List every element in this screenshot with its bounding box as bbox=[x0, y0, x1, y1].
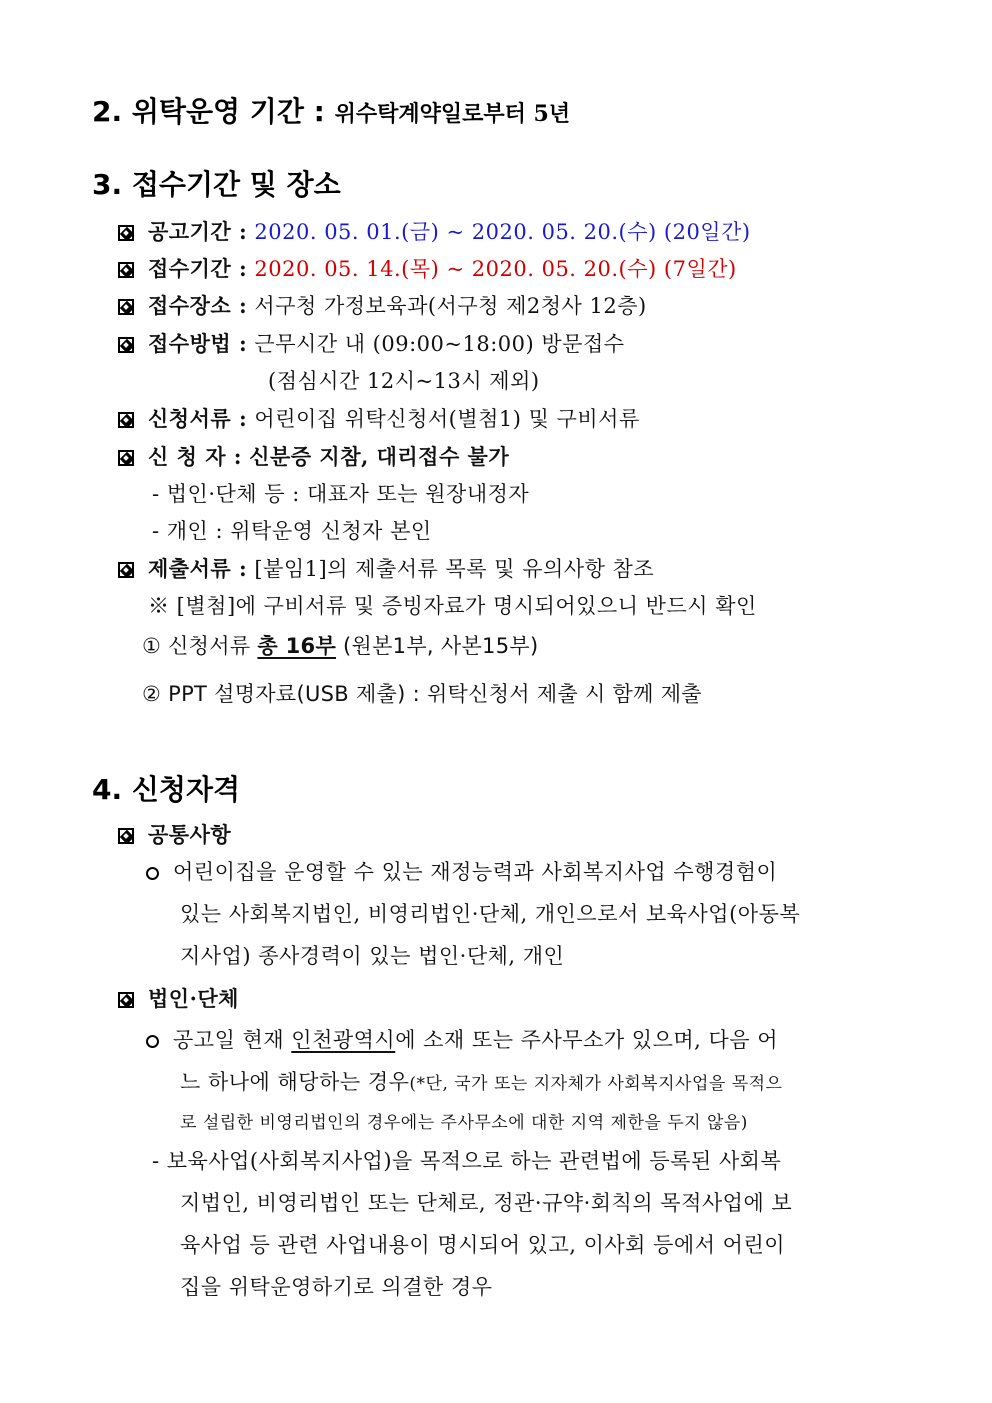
method-row bbox=[118, 328, 625, 358]
checkbox-diamond-icon bbox=[118, 412, 134, 428]
circle-bullet-icon bbox=[146, 867, 159, 880]
applicant-row bbox=[118, 441, 509, 471]
checkbox-diamond-icon bbox=[118, 992, 134, 1008]
common-label: 공통사항 bbox=[148, 822, 232, 847]
corporate-row bbox=[118, 983, 239, 1013]
common-row bbox=[118, 819, 231, 849]
section-2-text: 위수탁계약일로부터 5년 bbox=[334, 101, 571, 127]
common-line-3: 지사업) 종사경력이 있는 법인·단체, 개인 bbox=[180, 944, 565, 968]
submission-row bbox=[118, 553, 654, 583]
applicant-item-individual: - 개인 : 위탁운영 신청자 본인 bbox=[152, 519, 432, 543]
submission-label: 제출서류 : bbox=[148, 556, 248, 581]
checkbox-diamond-icon bbox=[118, 337, 134, 353]
applicant-item-corporate: - 법인·단체 등 : 대표자 또는 원장내정자 bbox=[152, 482, 530, 506]
place-label: 접수장소 : bbox=[148, 293, 248, 318]
method-note: (점심시간 12시~13시 제외) bbox=[268, 369, 540, 393]
corporate-label: 법인·단체 bbox=[148, 986, 239, 1011]
checkbox-diamond-icon bbox=[118, 262, 134, 278]
submission-item-1-count: 총 16부 bbox=[257, 634, 337, 658]
applicant-value: 신분증 지참, 대리접수 불가 bbox=[249, 444, 510, 469]
corporate-line-1-prefix: 공고일 현재 bbox=[173, 1028, 292, 1052]
place-row bbox=[118, 290, 647, 320]
receipt-period-label: 접수기간 : bbox=[148, 256, 248, 281]
common-line-1 bbox=[146, 856, 777, 886]
checkbox-diamond-icon bbox=[118, 828, 134, 844]
receipt-period-row bbox=[118, 253, 737, 283]
corporate-line-3: 로 설립한 비영리법인의 경우에는 주사무소에 대한 지역 제한을 두지 않음) bbox=[180, 1113, 748, 1133]
circle-bullet-icon bbox=[146, 1035, 159, 1048]
common-line-2: 있는 사회복지법인, 비영리법인·단체, 개인으로서 보육사업(아동복 bbox=[180, 902, 801, 926]
corporate-dash-line-3: 육사업 등 관련 사업내용이 명시되어 있고, 이사회 등에서 어린이 bbox=[180, 1233, 786, 1257]
submission-value: [붙임1]의 제출서류 목록 및 유의사항 참조 bbox=[254, 557, 655, 581]
checkbox-diamond-icon bbox=[118, 225, 134, 241]
notice-period-label: 공고기간 : bbox=[148, 219, 248, 244]
submission-note: ※ [별첨]에 구비서류 및 증빙자료가 명시되어있으니 반드시 확인 bbox=[148, 594, 757, 618]
corporate-dash-line-1: - 보육사업(사회복지사업)을 목적으로 하는 관련법에 등록된 사회복 bbox=[152, 1149, 782, 1173]
notice-period-row bbox=[118, 216, 751, 246]
corporate-line-2-note: (*단, 국가 또는 지자체가 사회복지사업을 목적으 bbox=[409, 1074, 783, 1094]
corporate-dash-line-4: 집을 위탁운영하기로 의결한 경우 bbox=[180, 1275, 493, 1299]
corporate-dash-line-2: 지법인, 비영리법인 또는 단체로, 정관·규약·회칙의 목적사업에 보 bbox=[180, 1191, 793, 1215]
submission-item-2: ② PPT 설명자료(USB 제출) : 위탁신청서 제출 시 함께 제출 bbox=[142, 682, 702, 706]
checkbox-diamond-icon bbox=[118, 450, 134, 466]
method-label: 접수방법 : bbox=[148, 331, 248, 356]
documents-label: 신청서류 : bbox=[148, 406, 248, 431]
section-4-heading: 4. 신청자격 bbox=[92, 773, 241, 806]
corporate-line-1-suffix: 에 소재 또는 주사무소가 있으며, 다음 어 bbox=[395, 1028, 779, 1052]
documents-row bbox=[118, 403, 640, 433]
section-2-title: 2. 위탁운영 기간 : bbox=[92, 95, 325, 128]
submission-item-1 bbox=[142, 630, 538, 660]
checkbox-diamond-icon bbox=[118, 299, 134, 315]
method-value: 근무시간 내 (09:00~18:00) 방문접수 bbox=[254, 332, 625, 356]
receipt-period-value: 2020. 05. 14.(목) ~ 2020. 05. 20.(수) (7일간) bbox=[254, 257, 737, 281]
corporate-line-2-main: 느 하나에 해당하는 경우 bbox=[180, 1070, 410, 1094]
corporate-line-2 bbox=[180, 1066, 782, 1096]
submission-item-1-suffix: (원본1부, 사본15부) bbox=[336, 634, 539, 658]
submission-item-1-prefix: ① 신청서류 bbox=[142, 634, 258, 658]
notice-period-value: 2020. 05. 01.(금) ~ 2020. 05. 20.(수) (20일간) bbox=[254, 220, 751, 244]
section-2-heading bbox=[92, 90, 570, 130]
common-line-1-text: 어린이집을 운영할 수 있는 재정능력과 사회복지사업 수행경험이 bbox=[173, 860, 778, 884]
checkbox-diamond-icon bbox=[118, 562, 134, 578]
corporate-region: 인천광역시 bbox=[291, 1028, 396, 1052]
applicant-label: 신 청 자 : bbox=[148, 444, 243, 469]
section-3-heading: 3. 접수기간 및 장소 bbox=[92, 168, 341, 201]
documents-value: 어린이집 위탁신청서(별첨1) 및 구비서류 bbox=[254, 407, 640, 431]
place-value: 서구청 가정보육과(서구청 제2청사 12층) bbox=[254, 294, 647, 318]
corporate-line-1 bbox=[146, 1024, 778, 1054]
